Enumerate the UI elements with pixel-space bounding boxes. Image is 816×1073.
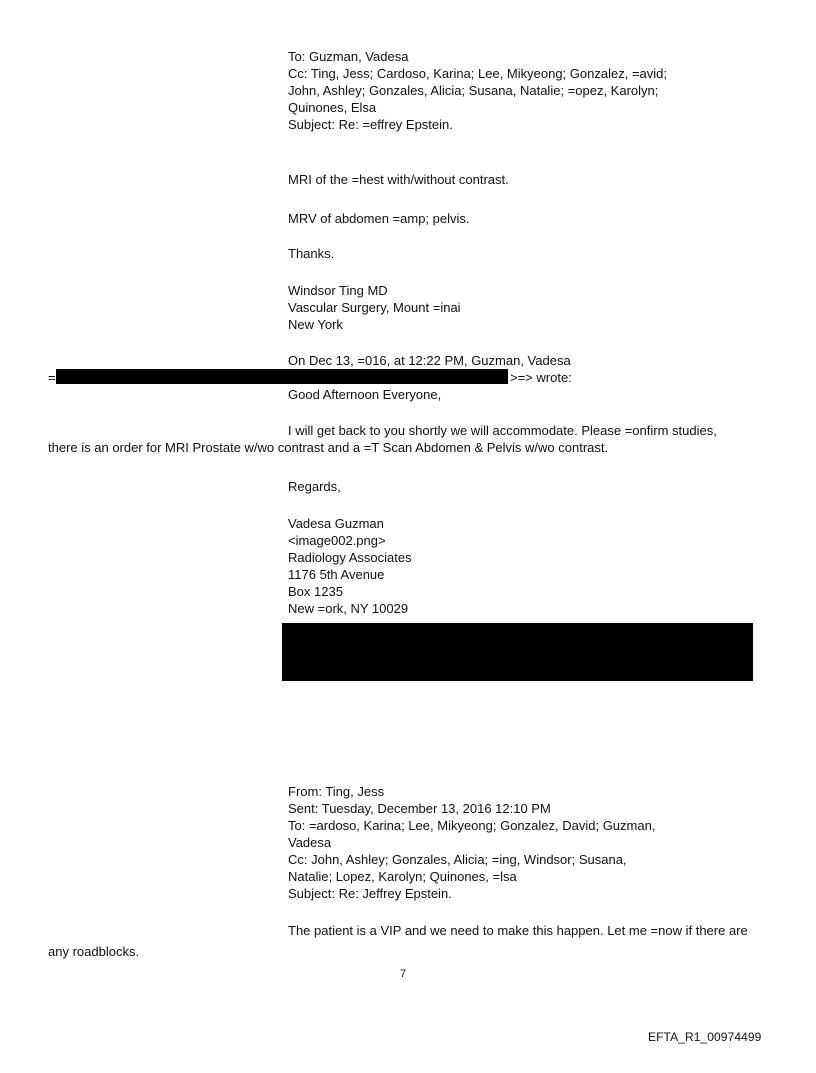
email2-from: From: Ting, Jess bbox=[288, 784, 385, 799]
email1-to: To: Guzman, Vadesa bbox=[288, 49, 409, 64]
redaction-block-contact bbox=[282, 623, 753, 681]
email1-signature-name: Windsor Ting MD bbox=[288, 283, 388, 298]
email1-subject: Subject: Re: =effrey Epstein. bbox=[288, 117, 453, 132]
email2-sent: Sent: Tuesday, December 13, 2016 12:10 PM bbox=[288, 801, 551, 816]
email1-body-line-1: MRI of the =hest with/without contrast. bbox=[288, 172, 509, 187]
quoted-signature-address: 1176 5th Avenue bbox=[288, 567, 385, 582]
quoted-body-line-2: there is an order for MRI Prostate w/wo contrast and a =T Scan Abdomen & Pelvis w/wo contrast. bbox=[48, 440, 609, 455]
email1-body-line-3: Thanks. bbox=[288, 246, 335, 261]
email1-cc-line-3: Quinones, Elsa bbox=[288, 100, 377, 115]
email2-cc-line-1: Cc: John, Ashley; Gonzales, Alicia; =ing, Windsor; Susana, bbox=[288, 852, 627, 867]
redaction-bar-email bbox=[56, 369, 508, 384]
email2-to-line-2: Vadesa bbox=[288, 835, 332, 850]
email1-body-line-2: MRV of abdomen =amp; pelvis. bbox=[288, 211, 470, 226]
email2-body-line-2: any roadblocks. bbox=[48, 944, 140, 959]
quoted-regards: Regards, bbox=[288, 479, 341, 494]
page-number: 7 bbox=[400, 968, 407, 980]
email2-cc-line-2: Natalie; Lopez, Karolyn; Quinones, =lsa bbox=[288, 869, 517, 884]
quoted-signature-name: Vadesa Guzman bbox=[288, 516, 384, 531]
email2-to-line-1: To: =ardoso, Karina; Lee, Mikyeong; Gonzalez, David; Guzman, bbox=[288, 818, 656, 833]
email1-cc-line-2: John, Ashley; Gonzales, Alicia; Susana, Natalie; =opez, Karolyn; bbox=[288, 83, 659, 98]
quoted-wrote-suffix: >=> wrote: bbox=[510, 370, 572, 385]
quoted-signature-company: Radiology Associates bbox=[288, 550, 412, 565]
quoted-signature-city: New =ork, NY 10029 bbox=[288, 601, 409, 616]
quoted-signature-image: <image002.png> bbox=[288, 533, 386, 548]
quoted-header: On Dec 13, =016, at 12:22 PM, Guzman, Vadesa bbox=[288, 353, 571, 368]
document-id: EFTA_R1_00974499 bbox=[648, 1030, 762, 1044]
quoted-signature-box: Box 1235 bbox=[288, 584, 343, 599]
email1-signature-city: New York bbox=[288, 317, 343, 332]
email1-signature-dept: Vascular Surgery, Mount =inai bbox=[288, 300, 461, 315]
quoted-body-line-1: I will get back to you shortly we will accommodate. Please =onfirm studies, bbox=[288, 423, 717, 438]
email2-subject: Subject: Re: Jeffrey Epstein. bbox=[288, 886, 452, 901]
email1-cc-line-1: Cc: Ting, Jess; Cardoso, Karina; Lee, Mikyeong; Gonzalez, =avid; bbox=[288, 66, 667, 81]
quoted-greeting: Good Afternoon Everyone, bbox=[288, 387, 442, 402]
quoted-email-prefix: = bbox=[48, 370, 56, 385]
email2-body-line-1: The patient is a VIP and we need to make this happen. Let me =now if there are bbox=[288, 923, 748, 938]
